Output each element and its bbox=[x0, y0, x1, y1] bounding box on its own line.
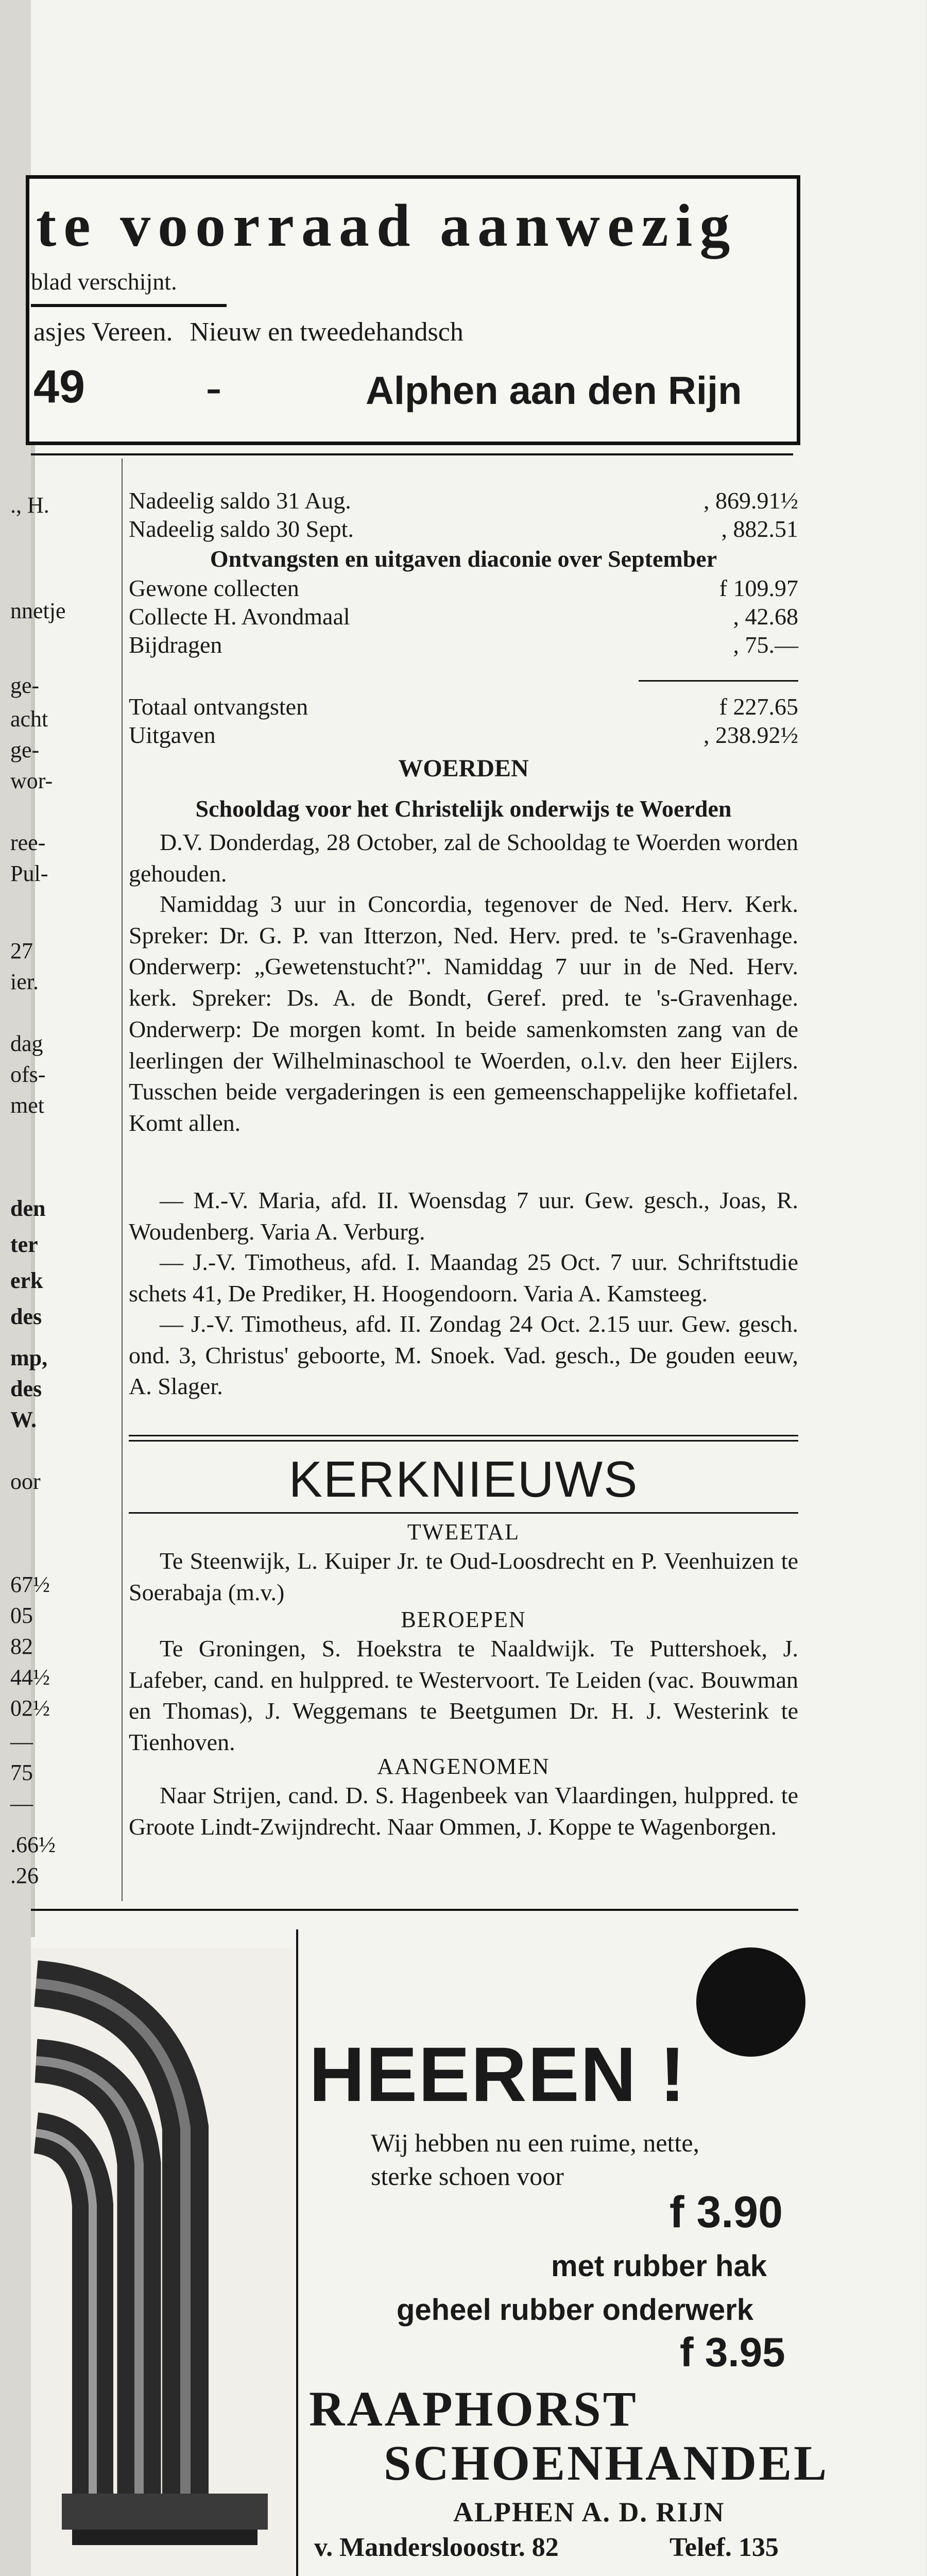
sum-rule bbox=[639, 680, 798, 682]
kerknieuws-top-rule bbox=[129, 1440, 798, 1442]
ad-dot bbox=[696, 1947, 805, 2057]
article-paragraph: D.V. Donderdag, 28 October, zal de Schooldag te Woerden worden gehouden. bbox=[129, 829, 798, 887]
finance-value: f 109.97 bbox=[719, 575, 798, 601]
ad-shoes-price1: f 3.90 bbox=[670, 2188, 783, 2237]
ad-shoes-price2: f 3.95 bbox=[680, 2329, 785, 2375]
left-fragment-text: mp, bbox=[10, 1345, 48, 1370]
kerknieuws-top-rule bbox=[129, 1435, 798, 1436]
left-fragment-text: acht bbox=[10, 706, 48, 732]
ad-shoes-address: v. Manderslooostr. 82 bbox=[314, 2533, 559, 2562]
ad-shoes-line4: geheel rubber onderwerk bbox=[397, 2293, 753, 2327]
left-fragment-text: des bbox=[10, 1304, 42, 1329]
header-ad-subtitle: blad verschijnt. bbox=[31, 268, 177, 295]
section-end-rule bbox=[31, 1909, 798, 1911]
article-paragraph: Namiddag 3 uur in Concordia, tegenover de Ned. Herv. Kerk. Spreker: Dr. G. P. van Itterzon, Ned. Herv. pred. te 's-Gravenhage. Onderwerp: „Gewetenstucht?". Namiddag 7 uur in de Ned. Herv. kerk. Spreker: Ds. A. de Bondt, Geref. pred. te 's-Gravenhage. Onderwerp: De morgen komt. In beide samenkomsten zang van de leerlingen der Wilhelminaschool te Woerden, o.l.v. den heer Eijlers. Tusschen beide vergaderingen is een gemeenschappelijke koffietafel. Komt allen. bbox=[129, 891, 798, 1137]
article-paragraph: Te Steenwijk, L. Kuiper Jr. te Oud-Loosdrecht en P. Veenhuizen te Soerabaja (m.v.) bbox=[129, 1548, 798, 1605]
ad-shoes-shop1: RAAPHORST bbox=[309, 2381, 638, 2436]
header-bottom-rule bbox=[31, 453, 793, 455]
header-ad-dash: - bbox=[206, 362, 221, 413]
left-fragment-text: — bbox=[10, 1791, 33, 1816]
header-ad-underline bbox=[31, 304, 227, 307]
left-fragment-text: ge- bbox=[10, 673, 40, 698]
left-fragment-text: oor bbox=[10, 1469, 41, 1494]
header-ad-line3-b: Nieuw en tweedehandsch bbox=[190, 317, 464, 347]
kerknieuws-title: KERKNIEUWS bbox=[288, 1451, 639, 1507]
finance-value: , 42.68 bbox=[733, 603, 798, 630]
finance-heading: Ontvangsten en uitgaven diaconie over September bbox=[210, 546, 717, 572]
left-fragment-text: 44½ bbox=[10, 1665, 50, 1690]
left-fragment-text: wor- bbox=[10, 768, 53, 793]
finance-label: Gewone collecten bbox=[129, 575, 299, 601]
ad-shoes-line2: sterke schoen voor bbox=[371, 2162, 564, 2191]
left-fragment-text: ., H. bbox=[10, 493, 49, 518]
ad-shoes-shop2: SCHOENHANDEL bbox=[384, 2435, 829, 2490]
header-ad-number: 49 bbox=[33, 361, 85, 413]
left-fragment-text: ree- bbox=[10, 830, 46, 855]
ad-shoes-town: ALPHEN A. D. RIJN bbox=[453, 2497, 725, 2528]
kerknieuws-bottom-rule bbox=[129, 1512, 798, 1514]
left-fragment-text: den bbox=[10, 1196, 46, 1221]
left-fragment-text: .66½ bbox=[10, 1832, 56, 1857]
left-fragment-text: nnetje bbox=[10, 598, 66, 623]
finance-label: Collecte H. Avondmaal bbox=[129, 603, 350, 630]
left-fragment-text: ofs- bbox=[10, 1062, 46, 1087]
article-paragraph: — M.-V. Maria, afd. II. Woensdag 7 uur. Gew. gesch., Joas, R. Woudenberg. Varia A. Verburg. bbox=[129, 1187, 798, 1245]
radiator-illustration bbox=[31, 1947, 294, 2576]
finance-value: f 227.65 bbox=[719, 693, 798, 720]
left-fragment-text: met bbox=[10, 1093, 44, 1118]
header-ad-line3 bbox=[33, 317, 464, 347]
left-fragment-text: .26 bbox=[10, 1863, 39, 1888]
radiator-drawing bbox=[31, 1947, 294, 2576]
left-fragment-text: des bbox=[10, 1376, 42, 1401]
article-paragraph: Te Groningen, S. Hoekstra te Naaldwijk. Te Puttershoek, J. Lafeber, cand. en hulppred. te Westervoort. Te Leiden (vac. Bouwman en Thomas), J. Weggemans te Beetgumen Dr. H. J. Westerink te Tienhoven. bbox=[129, 1635, 798, 1756]
left-fragment-text: 05 bbox=[10, 1603, 33, 1628]
header-ad-line3-a: asjes Vereen. bbox=[33, 317, 173, 347]
header-ad-title: te voorraad aanwezig bbox=[36, 192, 737, 259]
finance-value: , 882.51 bbox=[721, 516, 798, 542]
ad-shoes-line1: Wij hebben nu een ruime, nette, bbox=[371, 2128, 700, 2157]
woerden-subheading: Schooldag voor het Christelijk onderwijs te Woerden bbox=[195, 795, 732, 822]
finance-value: , 238.92½ bbox=[703, 722, 798, 748]
left-fragment-text: Pul- bbox=[10, 861, 48, 886]
ad-shoes-headline: HEEREN ! bbox=[309, 2031, 686, 2117]
header-ad-city: Alphen aan den Rijn bbox=[366, 369, 742, 413]
left-fragment-text: — bbox=[10, 1729, 33, 1754]
section-heading-tweetal: TWEETAL bbox=[407, 1519, 520, 1545]
left-fragment-text: 67½ bbox=[10, 1572, 50, 1597]
left-fragment-text: W. bbox=[10, 1407, 37, 1432]
left-fragment-text: 27 bbox=[10, 938, 33, 963]
left-fragment-text: 75 bbox=[10, 1760, 33, 1785]
left-fragment-text: 02½ bbox=[10, 1696, 50, 1721]
left-fragment-text: erk bbox=[10, 1268, 43, 1293]
column-divider bbox=[122, 459, 123, 1901]
left-fragment-text: dag bbox=[10, 1031, 43, 1056]
finance-label: Nadeelig saldo 30 Sept. bbox=[129, 516, 354, 542]
finance-label: Uitgaven bbox=[129, 722, 216, 748]
left-fragment-text: ier. bbox=[10, 969, 39, 994]
finance-value: , 75.— bbox=[733, 632, 798, 658]
ad-divider bbox=[296, 1929, 298, 2576]
finance-value: , 869.91½ bbox=[703, 487, 798, 514]
section-heading-beroepen: BEROEPEN bbox=[401, 1607, 526, 1632]
article-paragraph: Naar Strijen, cand. D. S. Hagenbeek van Vlaardingen, hulppred. te Groote Lindt-Zwijndrecht. Naar Ommen, J. Koppe te Wagenborgen. bbox=[129, 1782, 798, 1840]
finance-label: Nadeelig saldo 31 Aug. bbox=[129, 487, 351, 514]
article-paragraph: — J.-V. Timotheus, afd. II. Zondag 24 Oct. 2.15 uur. Gew. gesch. ond. 3, Christus' geboorte, M. Snoek. Vad. gesch., De gouden eeuw, A. Slager. bbox=[129, 1311, 798, 1400]
section-heading-aangenomen: AANGENOMEN bbox=[377, 1754, 550, 1779]
finance-label: Totaal ontvangsten bbox=[129, 693, 308, 720]
article-paragraph: — J.-V. Timotheus, afd. I. Maandag 25 Oct. 7 uur. Schriftstudie schets 41, De Prediker, H. Hoogendoorn. Varia A. Kamsteeg. bbox=[129, 1249, 798, 1307]
section-heading-woerden: WOERDEN bbox=[398, 755, 529, 782]
ad-shoes-line3: met rubber hak bbox=[551, 2249, 767, 2283]
left-fragment-text: ter bbox=[10, 1232, 38, 1257]
ad-shoes-phone: Telef. 135 bbox=[670, 2533, 779, 2562]
left-fragment-text: ge- bbox=[10, 737, 40, 762]
left-fragment-text: 82 bbox=[10, 1634, 33, 1659]
finance-label: Bijdragen bbox=[129, 632, 222, 658]
